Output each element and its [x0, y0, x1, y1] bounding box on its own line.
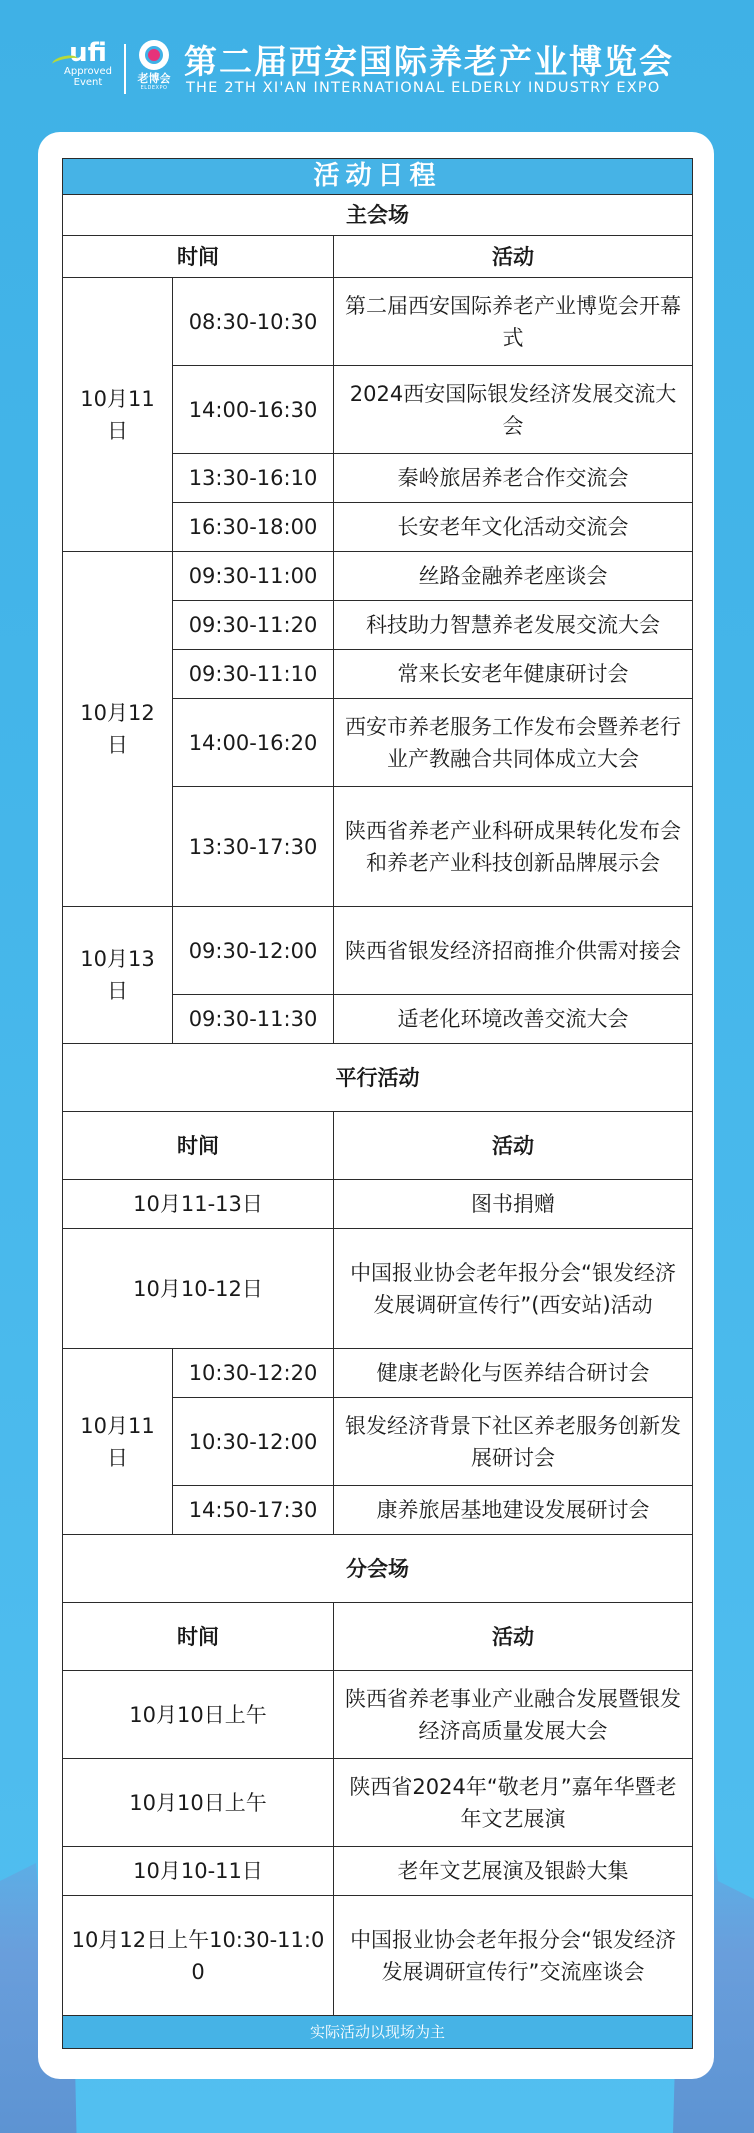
table-row	[63, 1180, 693, 1229]
activity-cell: 秦岭旅居养老合作交流会	[334, 454, 693, 503]
time-cell: 09:30-11:20	[173, 601, 334, 650]
time-cell: 14:50-17:30	[173, 1486, 334, 1535]
section-title: 平行活动	[63, 1044, 693, 1112]
expo-title-en: THE 2TH XI'AN INTERNATIONAL ELDERLY INDUSTRY EXPO	[186, 80, 661, 96]
schedule-footer-row	[63, 2016, 693, 2049]
activity-cell: 健康老龄化与医养结合研讨会	[334, 1349, 693, 1398]
section-header-branch	[63, 1535, 693, 1603]
column-header-activity: 活动	[334, 1603, 693, 1671]
activity-cell: 适老化环境改善交流大会	[334, 995, 693, 1044]
activity-cell: 丝路金融养老座谈会	[334, 552, 693, 601]
table-row	[63, 278, 693, 366]
activity-cell: 中国报业协会老年报分会“银发经济发展调研宣传行”交流座谈会	[334, 1896, 693, 2016]
activity-cell: 长安老年文化活动交流会	[334, 503, 693, 552]
section-header-main	[63, 195, 693, 236]
schedule-footer-note: 实际活动以现场为主	[63, 2016, 693, 2049]
table-row	[63, 1671, 693, 1759]
column-header-row	[63, 1112, 693, 1180]
date-cell: 10月11日	[63, 278, 173, 552]
time-cell: 10月10日上午	[63, 1671, 334, 1759]
time-cell: 09:30-11:10	[173, 650, 334, 699]
table-row	[63, 1896, 693, 2016]
column-header-row	[63, 236, 693, 278]
activity-cell: 陕西省2024年“敬老月”嘉年华暨老年文艺展演	[334, 1759, 693, 1847]
time-cell: 10月12日上午10:30-11:00	[63, 1896, 334, 2016]
time-cell: 09:30-11:00	[173, 552, 334, 601]
column-header-time: 时间	[63, 1603, 334, 1671]
table-row	[63, 907, 693, 995]
time-cell: 16:30-18:00	[173, 503, 334, 552]
table-row	[63, 1349, 693, 1398]
section-title: 分会场	[63, 1535, 693, 1603]
column-header-activity: 活动	[334, 236, 693, 278]
table-row	[63, 1229, 693, 1349]
time-cell: 10:30-12:00	[173, 1398, 334, 1486]
activity-cell: 陕西省养老事业产业融合发展暨银发经济高质量发展大会	[334, 1671, 693, 1759]
time-cell: 09:30-11:30	[173, 995, 334, 1044]
activity-cell: 银发经济背景下社区养老服务创新发展研讨会	[334, 1398, 693, 1486]
expo-logo-icon	[139, 40, 169, 70]
activity-cell: 中国报业协会老年报分会“银发经济发展调研宣传行”(西安站)活动	[334, 1229, 693, 1349]
header	[0, 0, 754, 120]
activity-cell: 老年文艺展演及银龄大集	[334, 1847, 693, 1896]
time-cell: 10月11-13日	[63, 1180, 334, 1229]
activity-cell: 科技助力智慧养老发展交流大会	[334, 601, 693, 650]
ufi-approved-text: Approved	[64, 66, 112, 77]
schedule-title-row	[63, 159, 693, 195]
column-header-time: 时间	[63, 236, 334, 278]
expo-logo-en: ELDEXPO	[140, 85, 168, 91]
time-cell: 13:30-17:30	[173, 787, 334, 907]
date-cell: 10月11日	[63, 1349, 173, 1535]
expo-title-cn: 第二届西安国际养老产业博览会	[184, 42, 674, 81]
date-cell: 10月12日	[63, 552, 173, 907]
activity-cell: 2024西安国际银发经济发展交流大会	[334, 366, 693, 454]
time-cell: 10月10日上午	[63, 1759, 334, 1847]
expo-logo-text: 老博会	[137, 72, 171, 85]
table-row	[63, 1847, 693, 1896]
table-row	[63, 552, 693, 601]
schedule-title: 活动日程	[63, 159, 693, 195]
date-cell: 10月13日	[63, 907, 173, 1044]
ufi-logo	[50, 40, 126, 88]
column-header-time: 时间	[63, 1112, 334, 1180]
time-cell: 14:00-16:30	[173, 366, 334, 454]
time-cell: 10月10-11日	[63, 1847, 334, 1896]
activity-cell: 图书捐赠	[334, 1180, 693, 1229]
time-cell: 14:00-16:20	[173, 699, 334, 787]
expo-logo	[130, 40, 178, 91]
activity-cell: 西安市养老服务工作发布会暨养老行业产教融合共同体成立大会	[334, 699, 693, 787]
section-title: 主会场	[63, 195, 693, 236]
activity-cell: 康养旅居基地建设发展研讨会	[334, 1486, 693, 1535]
column-header-activity: 活动	[334, 1112, 693, 1180]
time-cell: 13:30-16:10	[173, 454, 334, 503]
activity-cell: 陕西省养老产业科研成果转化发布会和养老产业科技创新品牌展示会	[334, 787, 693, 907]
time-cell: 08:30-10:30	[173, 278, 334, 366]
schedule-table	[62, 158, 693, 2049]
activity-cell: 陕西省银发经济招商推介供需对接会	[334, 907, 693, 995]
time-cell: 09:30-12:00	[173, 907, 334, 995]
column-header-row	[63, 1603, 693, 1671]
table-row	[63, 1759, 693, 1847]
time-cell: 10:30-12:20	[173, 1349, 334, 1398]
activity-cell: 第二届西安国际养老产业博览会开幕式	[334, 278, 693, 366]
time-cell: 10月10-12日	[63, 1229, 334, 1349]
section-header-parallel	[63, 1044, 693, 1112]
activity-cell: 常来长安老年健康研讨会	[334, 650, 693, 699]
logo-divider	[124, 44, 126, 94]
ufi-logo-text: ufi	[69, 38, 107, 68]
ufi-event-text: Event	[73, 77, 103, 88]
